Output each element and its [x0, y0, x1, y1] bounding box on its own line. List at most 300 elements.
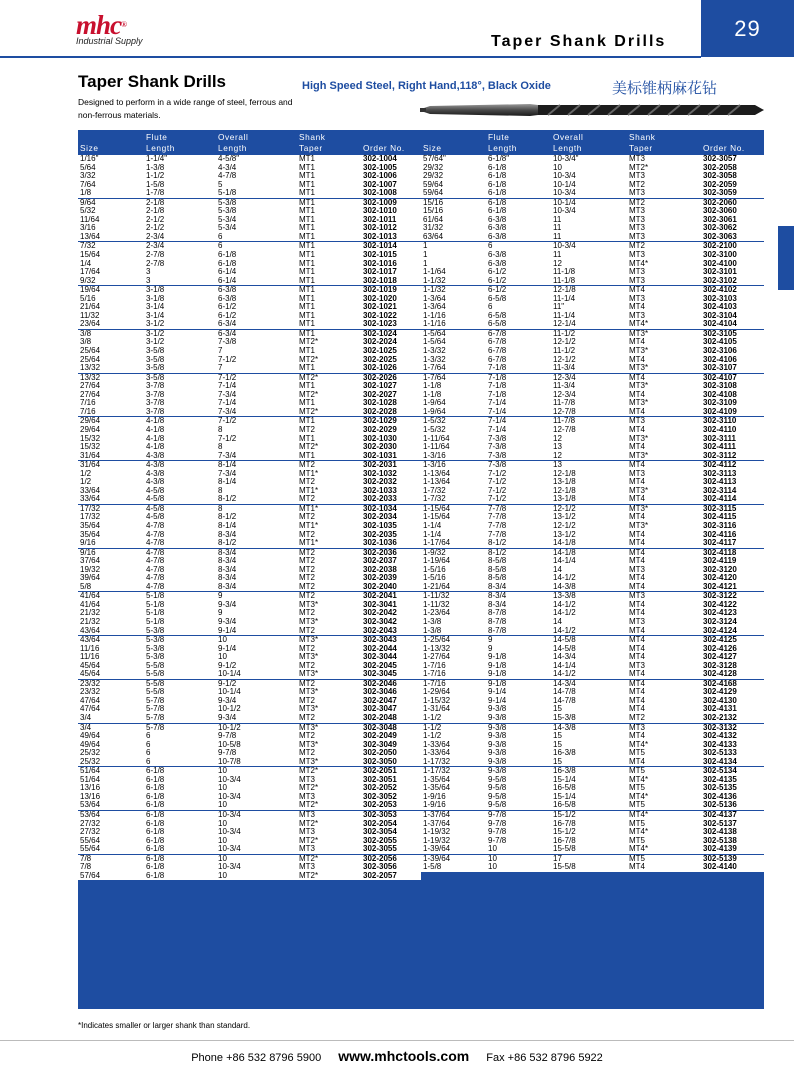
cell-flute-length: 9-1/8 [488, 652, 507, 662]
cell-overall-length: 11-1/8 [553, 275, 576, 285]
cell-overall-length: 16-3/8 [553, 766, 576, 776]
cell-order-no: 302-1017 [363, 267, 397, 277]
cell-order-no: 302-4113 [703, 477, 737, 487]
cell-order-no: 302-3057 [703, 154, 737, 163]
cell-order-no: 302-1031 [363, 450, 397, 460]
cell-size: 1-29/64 [423, 687, 451, 697]
cell-order-no: 302-4134 [703, 756, 737, 766]
cell-size: 1-11/64 [423, 442, 450, 452]
cell-size: 1-5/8 [423, 862, 442, 872]
cell-flute-length: 9-3/8 [488, 748, 507, 758]
cell-size: 1 [423, 250, 428, 260]
cell-order-no: 302-4133 [703, 739, 737, 749]
cell-shank-taper: MT3* [629, 485, 649, 495]
cell-order-no: 302-4114 [703, 494, 737, 504]
cell-shank-taper: MT4 [629, 424, 645, 434]
cell-overall-length: 14-3/4 [553, 678, 576, 688]
table-row [78, 452, 421, 461]
cell-size: 1-39/64 [423, 853, 451, 863]
cell-flute-length: 6-1/8 [146, 827, 165, 837]
cell-shank-taper: MT1 [299, 258, 315, 268]
cell-order-no: 302-2048 [363, 713, 397, 722]
cell-overall-length: 10 [218, 835, 227, 845]
cell-size: 53/64 [80, 810, 101, 820]
cell-flute-length: 6-1/8 [146, 766, 165, 776]
cell-shank-taper: MT4* [629, 827, 649, 837]
cell-order-no: 302-2132 [703, 713, 737, 722]
cell-order-no: 302-4125 [703, 635, 737, 645]
cell-flute-length: 8-7/8 [488, 616, 507, 626]
cell-order-no: 302-4131 [703, 704, 737, 714]
cell-flute-length: 3 [146, 275, 151, 285]
col-order: Order No. [703, 143, 745, 153]
cell-overall-length: 14-1/2 [553, 573, 576, 583]
cell-flute-length: 4-5/8 [146, 485, 165, 495]
cell-order-no: 302-5134 [703, 766, 737, 776]
cell-overall-length: 13-1/8 [553, 477, 576, 487]
cell-order-no: 302-3048 [363, 722, 397, 732]
cell-flute-length: 3-5/8 [146, 354, 165, 364]
cell-shank-taper: MT3* [299, 739, 319, 749]
cell-flute-length: 6-1/8 [488, 179, 507, 189]
cell-size: 1-33/64 [423, 748, 451, 758]
cell-size: 1-1/64 [423, 267, 446, 277]
cell-size: 5/64 [80, 162, 96, 172]
cell-order-no: 302-3104 [703, 310, 737, 320]
cell-overall-length: 14-5/8 [553, 635, 576, 645]
cell-overall-length: 14-5/8 [553, 643, 576, 653]
cell-shank-taper: MT2 [299, 731, 315, 741]
drill-table [78, 130, 764, 1009]
cell-overall-length: 10-7/8 [218, 756, 241, 766]
cell-flute-length: 1-1/2 [146, 171, 165, 181]
table-row [421, 670, 764, 679]
cell-overall-length: 9-1/4 [218, 643, 237, 653]
cell-order-no: 302-3116 [703, 520, 737, 530]
cell-flute-length: 7-1/4 [488, 398, 507, 408]
cell-size: 1-5/16 [423, 564, 446, 574]
cell-shank-taper: MT2* [299, 835, 319, 845]
cell-size: 27/64 [80, 389, 101, 399]
cell-shank-taper: MT4 [629, 678, 645, 688]
cell-order-no: 302-4136 [703, 791, 737, 801]
cell-size: 1-3/32 [423, 354, 446, 364]
row-group [78, 286, 421, 329]
cell-size: 1-1/2 [423, 713, 442, 722]
cell-flute-length: 6-3/8 [488, 223, 507, 233]
cell-size: 45/64 [80, 660, 101, 670]
cell-shank-taper: MT4* [629, 319, 649, 329]
cell-shank-taper: MT2 [299, 529, 315, 539]
cell-flute-length: 3-7/8 [146, 389, 165, 399]
cell-overall-length: 9-3/4 [218, 713, 237, 722]
cell-order-no: 302-1014 [363, 241, 397, 251]
table-row [78, 872, 421, 881]
cell-size: 1-39/64 [423, 844, 451, 854]
cell-flute-length: 9-1/8 [488, 669, 507, 679]
cell-flute-length: 9-7/8 [488, 835, 507, 845]
cell-shank-taper: MT3* [299, 635, 319, 645]
cell-overall-length: 8-1/2 [218, 494, 237, 504]
table-row [421, 364, 764, 373]
cell-flute-length: 9-7/8 [488, 818, 507, 828]
cell-shank-taper: MT2 [299, 625, 315, 635]
cell-size: 51/64 [80, 766, 101, 776]
cell-overall-length: 6-1/4 [218, 275, 237, 285]
cell-order-no: 302-4139 [703, 844, 737, 854]
cell-flute-length: 8-5/8 [488, 573, 507, 583]
cell-shank-taper: MT1 [299, 302, 315, 312]
cell-overall-length: 13-3/8 [553, 591, 576, 601]
cell-shank-taper: MT3 [629, 468, 645, 478]
cell-size: 13/16 [80, 783, 101, 793]
cell-overall-length: 14-1/2 [553, 669, 576, 679]
cell-flute-length: 6-5/8 [488, 293, 507, 303]
cell-shank-taper: MT4 [629, 862, 645, 872]
table-row [421, 845, 764, 854]
table-row [421, 714, 764, 723]
cell-size: 53/64 [80, 800, 101, 810]
cell-flute-length: 4-7/8 [146, 538, 165, 548]
cell-order-no: 302-3059 [703, 188, 737, 198]
cell-order-no: 302-3042 [363, 616, 397, 626]
cell-overall-length: 15 [553, 704, 562, 714]
cell-size: 47/64 [80, 695, 101, 705]
cell-size: 1-1/4 [423, 529, 442, 539]
cell-shank-taper: MT1 [299, 231, 315, 241]
cell-shank-taper: MT3* [629, 450, 649, 460]
cell-flute-length: 4-1/8 [146, 424, 165, 434]
row-group [421, 330, 764, 373]
cell-size: 1-15/32 [423, 695, 451, 705]
cell-flute-length: 6-1/8 [146, 791, 165, 801]
cell-order-no: 302-3049 [363, 739, 397, 749]
cell-size: 1-1/16 [423, 310, 446, 320]
cell-size: 57/64" [423, 154, 446, 163]
cell-order-no: 302-2037 [363, 556, 397, 566]
col-flute-1: Flute [488, 132, 510, 142]
cell-flute-length: 4-7/8 [146, 520, 165, 530]
cell-flute-length: 4-7/8 [146, 556, 165, 566]
cell-order-no: 302-1007 [363, 179, 397, 189]
cell-flute-length: 5-1/8 [146, 591, 165, 601]
cell-order-no: 302-2030 [363, 442, 397, 452]
cell-overall-length: 8-1/2 [218, 512, 237, 522]
cell-size: 1-11/64 [423, 433, 450, 443]
cell-order-no: 302-1034 [363, 503, 397, 513]
cell-overall-length: 9-3/4 [218, 599, 237, 609]
cell-overall-length: 10 [218, 766, 227, 776]
drill-illustration [420, 98, 765, 122]
table-row [421, 189, 764, 198]
cell-order-no: 302-3044 [363, 652, 397, 662]
table-row [78, 845, 421, 854]
cell-shank-taper: MT3* [629, 503, 649, 513]
cell-size: 1-3/64 [423, 302, 446, 312]
cell-shank-taper: MT2 [299, 573, 315, 583]
cell-order-no: 302-3058 [703, 171, 737, 181]
cell-order-no: 302-4109 [703, 406, 737, 416]
cell-size: 1-5/32 [423, 424, 446, 434]
cell-order-no: 302-1029 [363, 416, 397, 426]
cell-order-no: 302-2050 [363, 748, 397, 758]
cell-order-no: 302-4111 [703, 442, 736, 452]
cell-order-no: 302-3109 [703, 398, 737, 408]
cell-size: 23/64 [80, 319, 101, 329]
cell-overall-length: 6-1/8 [218, 250, 237, 260]
cell-size: 7/16 [80, 406, 96, 416]
cell-flute-length: 4-7/8 [146, 573, 165, 583]
cell-overall-length: 10-3/4 [218, 791, 241, 801]
cell-order-no: 302-1009 [363, 197, 397, 207]
cell-shank-taper: MT4 [629, 573, 645, 583]
cell-size: 51/64 [80, 774, 101, 784]
cell-flute-length: 9-3/8 [488, 756, 507, 766]
cell-flute-length: 1-1/4" [146, 154, 168, 163]
table-header [421, 130, 764, 155]
row-group [78, 417, 421, 460]
cell-flute-length: 3-1/2 [146, 337, 165, 347]
row-group [421, 636, 764, 679]
cell-size: 49/64 [80, 739, 101, 749]
cell-flute-length: 5-7/8 [146, 704, 165, 714]
cell-order-no: 302-3041 [363, 599, 397, 609]
cell-overall-length: 6-1/2 [218, 302, 237, 312]
cell-size: 59/64 [423, 188, 444, 198]
cell-flute-length: 3-1/2 [146, 328, 165, 338]
cell-size: 1-11/32 [423, 591, 450, 601]
cell-size: 1-5/64 [423, 328, 446, 338]
row-group [421, 811, 764, 854]
cell-size: 27/64 [80, 381, 101, 391]
table-row [421, 233, 764, 242]
cell-flute-length: 6-1/8 [146, 818, 165, 828]
cell-flute-length: 4-7/8 [146, 581, 165, 591]
cell-overall-length: 12-1/2 [553, 354, 576, 364]
table-row [78, 277, 421, 286]
cell-flute-length: 6 [146, 731, 151, 741]
cell-size: 1-17/32 [423, 756, 451, 766]
cell-flute-length: 9-5/8 [488, 774, 507, 784]
cell-shank-taper: MT3 [629, 275, 645, 285]
cell-flute-length: 7-7/8 [488, 512, 507, 522]
cell-overall-length: 11-7/8 [553, 416, 576, 426]
cell-shank-taper: MT1* [299, 520, 319, 530]
cell-flute-length: 4-5/8 [146, 494, 165, 504]
cell-size: 33/64 [80, 494, 101, 504]
cell-shank-taper: MT1* [299, 468, 319, 478]
cell-size: 1/2 [80, 477, 92, 487]
cell-shank-taper: MT3* [299, 652, 319, 662]
cell-size: 15/32 [80, 433, 101, 443]
cell-size: 3/8 [80, 328, 92, 338]
cell-flute-length: 3 [146, 267, 151, 277]
cell-overall-length: 12-7/8 [553, 424, 576, 434]
cell-shank-taper: MT2* [299, 337, 319, 347]
cell-overall-length: 6-3/4 [218, 319, 237, 329]
section-description: Designed to perform in a wide range of steel, ferrous and non-ferrous materials. [78, 97, 293, 120]
cell-flute-length: 6-1/2 [488, 275, 507, 285]
cell-overall-length: 14-1/2 [553, 599, 576, 609]
cell-overall-length: 6 [218, 231, 223, 241]
footer-website[interactable]: www.mhctools.com [338, 1048, 470, 1064]
cell-size: 43/64 [80, 635, 101, 645]
cell-order-no: 302-3052 [363, 791, 397, 801]
section-title: Taper Shank Drills [78, 72, 227, 91]
cell-overall-length: 8-3/4 [218, 564, 237, 574]
cell-order-no: 302-2056 [363, 853, 397, 863]
cell-shank-taper: MT2 [299, 512, 315, 522]
cell-overall-length: 10-3/4 [553, 241, 576, 251]
cell-shank-taper: MT3* [299, 599, 319, 609]
cell-order-no: 302-3120 [703, 564, 737, 574]
cell-size: 1-13/64 [423, 468, 451, 478]
cell-order-no: 302-1019 [363, 285, 397, 295]
cell-flute-length: 3-1/2 [146, 319, 165, 329]
cell-flute-length: 5-1/8 [146, 599, 165, 609]
cell-flute-length: 2-1/2 [146, 223, 165, 233]
cell-overall-length: 6-1/4 [218, 267, 237, 277]
cell-flute-length: 5-7/8 [146, 722, 165, 732]
cell-size: 1-19/32 [423, 827, 451, 837]
cell-flute-length: 7-1/8 [488, 372, 507, 382]
table-row [78, 495, 421, 504]
cell-order-no: 302-2059 [703, 179, 737, 189]
cell-size: 13/32 [80, 363, 101, 373]
cell-size: 1-17/64 [423, 538, 451, 548]
cell-overall-length: 11-1/2 [553, 328, 576, 338]
cell-order-no: 302-3054 [363, 827, 397, 837]
cell-size: 1-3/8 [423, 625, 442, 635]
cell-overall-length: 10-1/4 [553, 197, 576, 207]
cell-shank-taper: MT4* [629, 739, 649, 749]
cell-size: 25/32 [80, 756, 101, 766]
cell-overall-length: 10 [218, 652, 227, 662]
cell-order-no: 302-2028 [363, 406, 397, 416]
cell-overall-length: 8 [218, 424, 223, 434]
cell-size: 1-1/2 [423, 731, 442, 741]
cell-shank-taper: MT4 [629, 608, 645, 618]
cell-flute-length: 6-1/8 [488, 188, 507, 198]
cell-order-no: 302-1022 [363, 310, 397, 320]
cell-flute-length: 9-3/8 [488, 739, 507, 749]
cell-size: 35/64 [80, 529, 101, 539]
cell-flute-length: 8-7/8 [488, 625, 507, 635]
cell-size: 1-17/32 [423, 766, 451, 776]
cell-shank-taper: MT4 [629, 687, 645, 697]
cell-flute-length: 7-1/2 [488, 485, 507, 495]
cell-shank-taper: MT1 [299, 285, 315, 295]
cell-order-no: 302-4123 [703, 608, 737, 618]
cell-size: 61/64 [423, 214, 444, 224]
cell-size: 5/32 [80, 206, 96, 216]
cell-size: 1-9/64 [423, 406, 446, 416]
cell-flute-length: 6 [146, 756, 151, 766]
cell-order-no: 302-2042 [363, 608, 397, 618]
cell-size: 7/8 [80, 862, 92, 872]
cell-shank-taper: MT2 [299, 660, 315, 670]
cell-shank-taper: MT4* [629, 844, 649, 854]
col-overall-1: Overall [218, 132, 249, 142]
cell-flute-length: 3-1/8 [146, 293, 165, 303]
col-size: Size [80, 143, 99, 153]
cell-shank-taper: MT4 [629, 538, 645, 548]
cell-flute-length: 5-7/8 [146, 713, 165, 722]
cell-shank-taper: MT2* [299, 354, 319, 364]
row-group [421, 374, 764, 417]
cell-size: 19/32 [80, 564, 101, 574]
row-group [78, 636, 421, 679]
cell-shank-taper: MT4 [629, 635, 645, 645]
cell-flute-length: 9-1/4 [488, 695, 507, 705]
cell-overall-length: 7-1/2 [218, 416, 237, 426]
row-group [78, 374, 421, 417]
cell-shank-taper: MT2* [299, 766, 319, 776]
cell-overall-length: 10-1/2 [218, 722, 241, 732]
cell-size: 27/32 [80, 827, 101, 837]
cell-order-no: 302-2041 [363, 591, 397, 601]
cell-order-no: 302-4121 [703, 581, 737, 591]
cell-order-no: 302-2051 [363, 766, 397, 776]
cell-overall-length: 15 [553, 756, 562, 766]
table-row [421, 320, 764, 329]
cell-shank-taper: MT2 [629, 179, 645, 189]
cell-flute-length: 2-7/8 [146, 250, 165, 260]
row-group [78, 505, 421, 548]
cell-shank-taper: MT3* [629, 363, 649, 373]
cell-size: 1-7/16 [423, 660, 446, 670]
table-row [421, 452, 764, 461]
cell-order-no: 302-2043 [363, 625, 397, 635]
row-group [421, 199, 764, 242]
cell-overall-length: 14-7/8 [553, 687, 576, 697]
cell-shank-taper: MT2 [629, 241, 645, 251]
cell-flute-length: 3-7/8 [146, 381, 165, 391]
cell-order-no: 302-3106 [703, 346, 737, 356]
cell-size: 3/4 [80, 713, 92, 722]
logo-text: mhc [76, 10, 122, 40]
cell-size: 1-23/64 [423, 608, 451, 618]
cell-overall-length: 10-1/4 [218, 687, 241, 697]
cell-shank-taper: MT4* [629, 791, 649, 801]
cell-order-no: 302-2040 [363, 581, 397, 591]
row-group [421, 724, 764, 767]
cell-shank-taper: MT4* [629, 810, 649, 820]
cell-size: 1-13/64 [423, 477, 451, 487]
cell-flute-length: 6-7/8 [488, 346, 507, 356]
row-group [78, 811, 421, 854]
cell-size: 1-25/64 [423, 635, 451, 645]
cell-order-no: 302-3103 [703, 293, 737, 303]
cell-order-no: 302-2100 [703, 241, 737, 251]
cell-flute-length: 4-5/8 [146, 512, 165, 522]
cell-size: 1-27/64 [423, 652, 451, 662]
cell-order-no: 302-1026 [363, 363, 397, 373]
cell-flute-length: 4-7/8 [146, 564, 165, 574]
cell-overall-length: 9-1/2 [218, 660, 237, 670]
cell-order-no: 302-4105 [703, 337, 737, 347]
cell-order-no: 302-1015 [363, 250, 397, 260]
cell-shank-taper: MT1 [299, 162, 315, 172]
cell-flute-length: 5-7/8 [146, 695, 165, 705]
cell-overall-length: 14-1/4 [553, 660, 576, 670]
cell-shank-taper: MT1 [299, 267, 315, 277]
cell-shank-taper: MT3 [629, 293, 645, 303]
cell-size: 9/32 [80, 275, 96, 285]
cell-shank-taper: MT3 [629, 206, 645, 216]
row-group [78, 549, 421, 592]
cell-flute-length: 6-1/8 [146, 810, 165, 820]
